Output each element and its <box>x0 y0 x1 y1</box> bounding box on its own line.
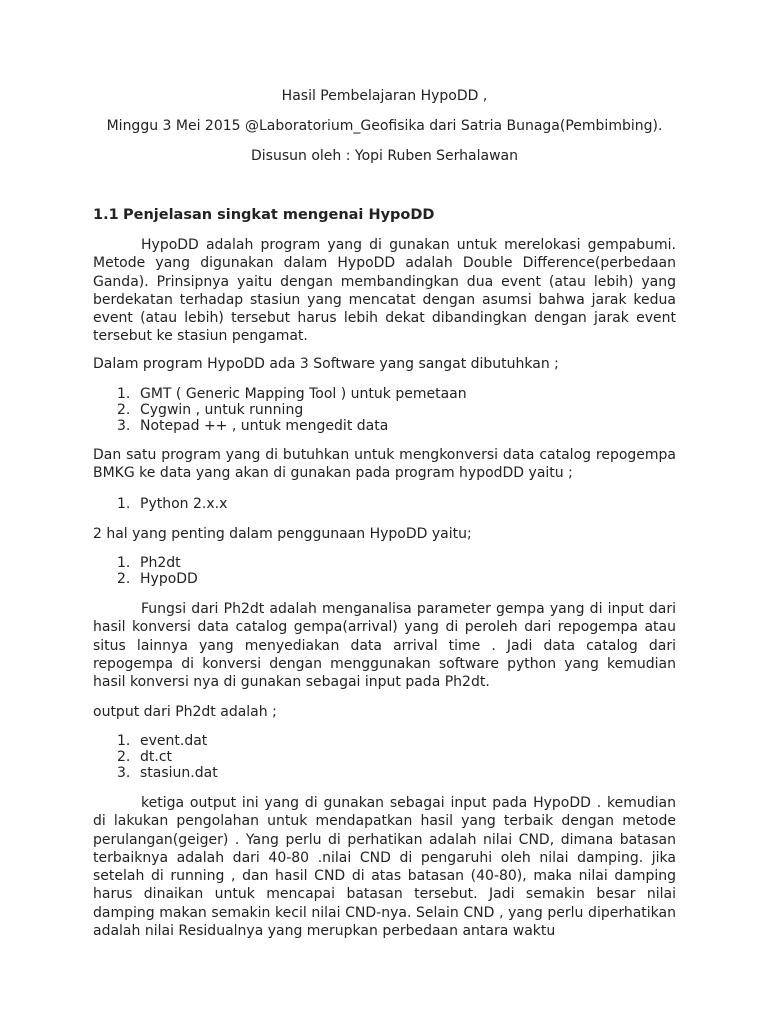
paragraph-software-intro: Dalam program HypoDD ada 3 Software yang sangat dibutuhkan ; <box>93 356 559 372</box>
paragraph-ph2dt-function <box>93 600 676 691</box>
paragraph-important-intro: 2 hal yang penting dalam penggunaan HypoDD yaitu; <box>93 526 472 542</box>
paragraph-ph2dt-function-text: Fungsi dari Ph2dt adalah menganalisa parameter gempa yang di input dari hasil konversi data catalog gempa(arrival) yang di peroleh dari repogempa atau situs lainnya yang menyediakan data arrival time . Jadi data catalog dari repogempa di konversi dengan menggunakan software python yang kemudian hasil konversi nya di gunakan sebagai input pada Ph2dt. <box>93 601 676 691</box>
list-item: 2. Cygwin , untuk running <box>117 402 304 419</box>
document-date-line: Minggu 3 Mei 2015 @Laboratorium_Geofisika dari Satria Bunaga(Pembimbing). <box>106 118 663 134</box>
list-item: 3. Notepad ++ , untuk mengedit data <box>117 418 389 435</box>
paragraph-convert-intro: Dan satu program yang di butuhkan untuk mengkonversi data catalog repogempa BMKG ke data yang akan di gunakan pada program hypodDD yaitu ; <box>93 447 676 482</box>
list-item: 1. event.dat <box>117 733 208 749</box>
software-list <box>93 386 467 435</box>
document-author-line: Disusun oleh : Yopi Ruben Serhalawan <box>251 148 518 164</box>
list-item: 1. Ph2dt <box>117 555 181 571</box>
list-item: 1. Python 2.x.x <box>117 496 228 512</box>
paragraph-intro <box>93 236 676 346</box>
section-heading <box>93 207 434 224</box>
list-item: 2. dt.ct <box>117 749 173 766</box>
section-title: Penjelasan singkat mengenai HypoDD <box>123 207 435 223</box>
paragraph-output-usage-text: ketiga output ini yang di gunakan sebagai input pada HypoDD . kemudian di lakukan pengolahan untuk mendapatkan hasil yang terbaik dengan metode perulangan(geiger) . Yang perlu di perhatikan adalah nilai CND, dimana batasan terbaiknya adalah dari 40-80 .nilai CND di pengaruhi oleh nilai damping. jika setelah di running , dan hasil CND di atas batasan (40-80), maka nilai damping harus dinaikan untuk mencapai batasan tersebut. Jadi semakin besar nilai damping makan semakin kecil nilai CND-nya. Selain CND , yang perlu diperhatikan adalah nilai Residualnya yang merupkan perbedaan antara waktu <box>93 795 676 940</box>
converter-list <box>93 496 227 512</box>
list-item: 2. HypoDD <box>117 571 198 588</box>
paragraph-output-intro: output dari Ph2dt adalah ; <box>93 704 277 720</box>
list-item: 1. GMT ( Generic Mapping Tool ) untuk pemetaan <box>117 386 467 402</box>
section-number: 1.1 <box>93 207 119 223</box>
list-item: 3. stasiun.dat <box>117 765 218 782</box>
paragraph-output-usage <box>93 794 676 940</box>
document-title: Hasil Pembelajaran HypoDD , <box>281 88 488 104</box>
outputs-list <box>93 733 218 782</box>
important-list <box>93 555 198 587</box>
paragraph-intro-text: HypoDD adalah program yang di gunakan untuk merelokasi gempabumi. Metode yang digunakan dalam HypoDD adalah Double Difference(perbedaan Ganda). Prinsipnya yaitu dengan membandingkan dua event (atau lebih) yang berdekatan terhadap stasiun yang mencatat dengan asumsi bahwa jarak kedua event (atau lebih) tersebut harus lebih dekat dibandingkan dengan jarak event tersebut ke stasiun pengamat. <box>93 237 676 345</box>
